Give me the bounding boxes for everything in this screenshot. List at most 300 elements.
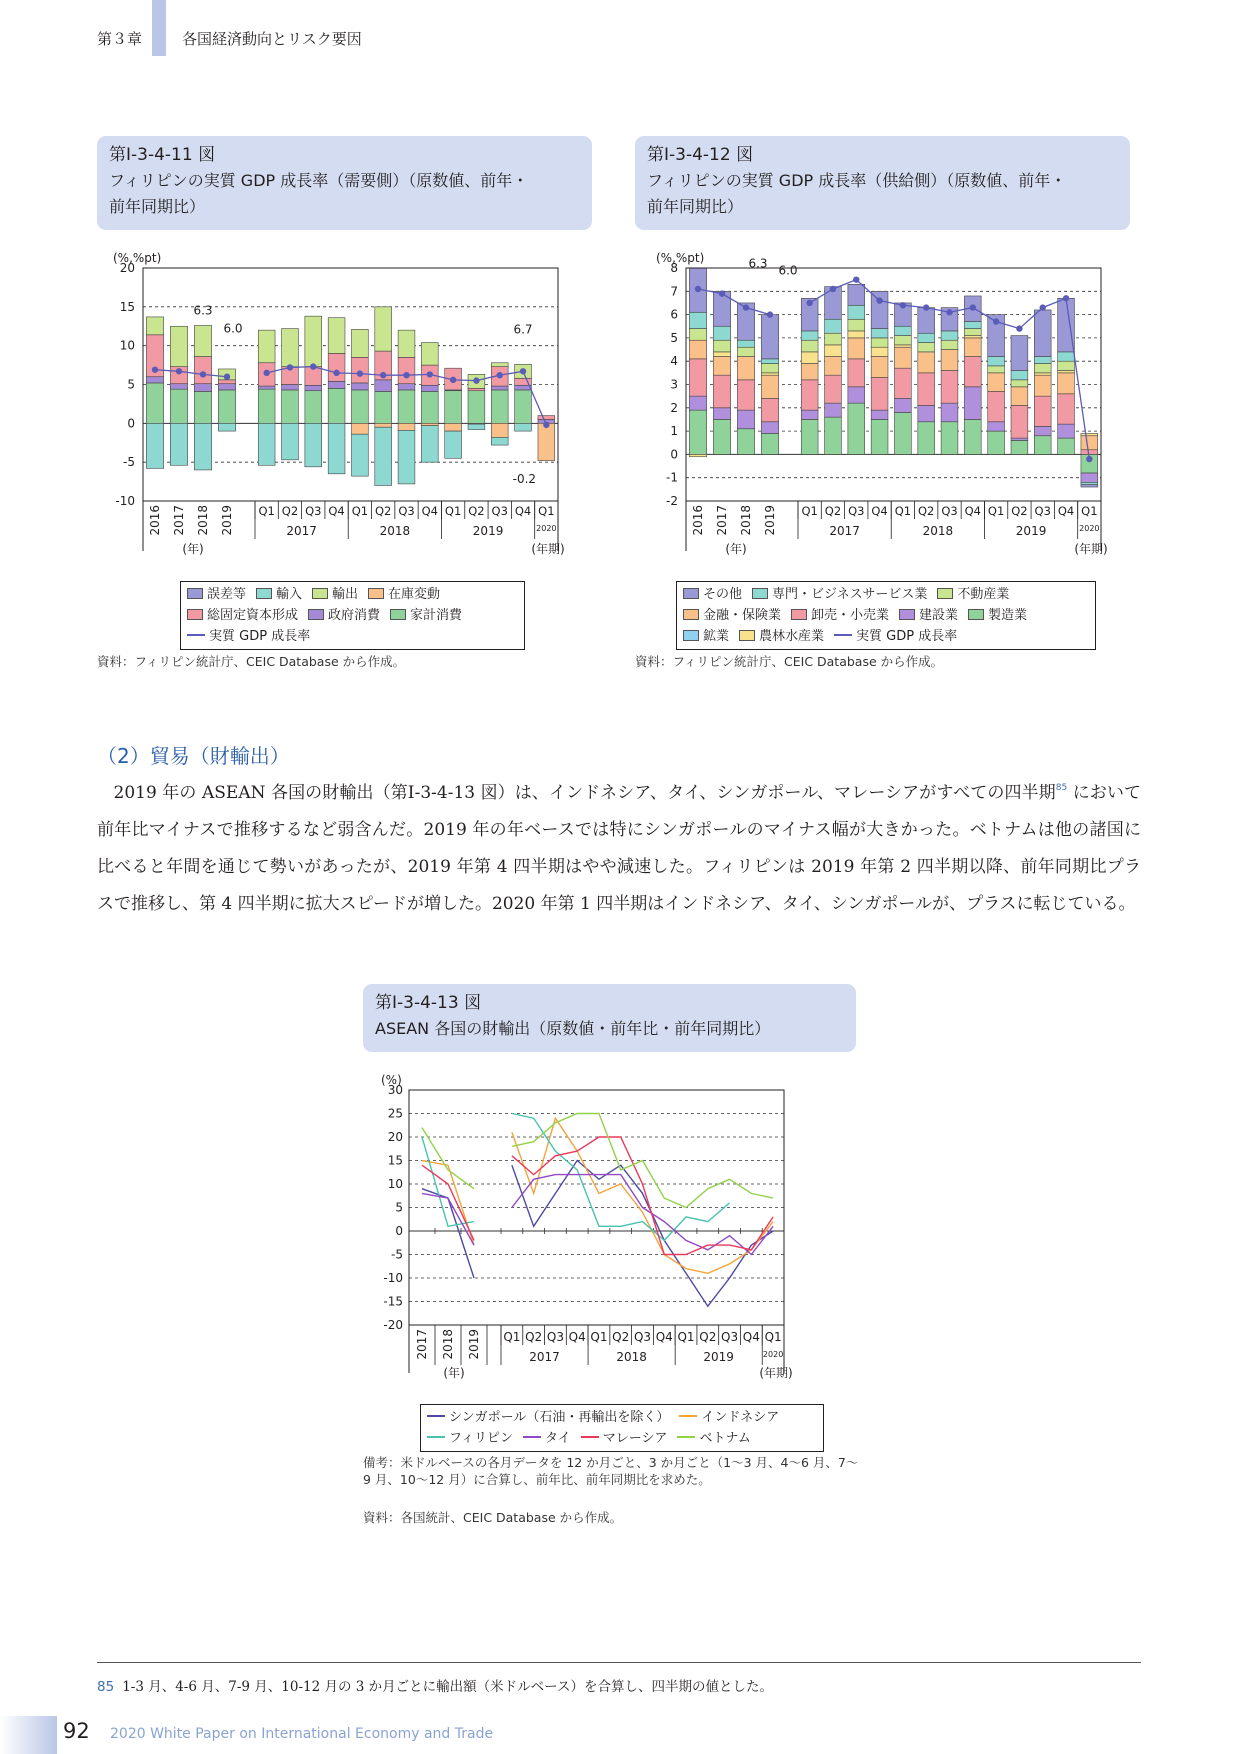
fig12-bar-segment <box>848 359 865 387</box>
legend-label: 鉱業 <box>703 629 730 644</box>
fig12-bar-segment <box>988 366 1005 373</box>
fig12-bar-segment <box>1011 336 1028 371</box>
legend-label: インドネシア <box>701 1410 780 1425</box>
fig12-bar-segment <box>801 364 818 380</box>
fig12-bar-segment <box>1058 438 1075 454</box>
fig11-bar-segment <box>351 357 368 383</box>
fig11-bar-segment <box>194 384 211 392</box>
legend-item <box>683 605 781 626</box>
legend-label: シンガポール（石油・再輸出を除く） <box>449 1410 670 1425</box>
fig12-bar-segment <box>737 380 754 410</box>
fig11-x-tick-label: Q3 <box>305 504 322 518</box>
legend-row <box>427 1407 817 1428</box>
section-body <box>97 770 1141 923</box>
fig11-group-label: 2020 <box>536 524 557 533</box>
fig12-gdp-point <box>806 300 812 306</box>
fig12-y-tick-label: 4 <box>670 354 678 369</box>
fig12-bar-segment <box>1011 440 1028 454</box>
fig11-bar-segment <box>375 423 392 427</box>
legend-swatch <box>752 588 768 599</box>
legend-swatch <box>187 588 203 599</box>
legend-swatch <box>683 588 699 599</box>
fig11-x-tick-label: Q1 <box>538 504 555 518</box>
fig11-bar-segment <box>398 330 415 357</box>
fig11-data-label: 6.0 <box>223 321 243 336</box>
fig11-bar-segment <box>351 423 368 434</box>
fig12-bar-segment <box>848 319 865 331</box>
legend-label: その他 <box>703 587 743 602</box>
fig13-group-label: 2020 <box>762 1350 784 1359</box>
fig11-bar-segment <box>375 380 392 392</box>
legend-label: 在庫変動 <box>388 587 441 602</box>
fig12-bar-segment <box>689 410 706 454</box>
legend-label: 総固定資本形成 <box>207 608 299 623</box>
fig12-bar-segment <box>1034 310 1051 357</box>
fig13-x-tick-label: Q3 <box>546 1330 564 1344</box>
fig12-y-tick-label: 7 <box>670 284 678 299</box>
legend-item <box>937 584 1009 605</box>
fig12-data-label: 6.3 <box>748 256 768 271</box>
fig11-bar-segment <box>515 390 532 423</box>
fig11-group-label: 2019 <box>472 524 504 538</box>
fig12-bar-segment <box>1058 361 1075 370</box>
fig12-y-tick-label: -1 <box>666 470 678 485</box>
fig11-bar-segment <box>258 386 275 389</box>
fig12-bar-segment <box>918 333 935 342</box>
fig12-bar-segment <box>1058 424 1075 438</box>
fig12-bar-segment <box>1081 450 1098 455</box>
fig11-caption <box>97 136 592 230</box>
fig13-number: 第Ⅰ-3-4-13 図 <box>375 993 482 1013</box>
legend-item <box>523 1428 571 1449</box>
legend-item <box>390 605 462 626</box>
publication-title: 2020 White Paper on International Economy and Trade <box>110 1726 494 1742</box>
fig12-bar-segment <box>964 329 981 336</box>
fig12-bar-segment <box>737 429 754 455</box>
header-accent-bar <box>152 0 166 56</box>
fig12-bar-segment <box>689 312 706 328</box>
fig13-axis-right-label: (年期) <box>759 1366 793 1380</box>
fig12-bar-segment <box>1081 482 1098 484</box>
fig11-bar-segment <box>398 423 415 430</box>
fig11-y-axis-label: (%,%pt) <box>113 251 162 265</box>
fig12-bar-segment <box>1011 380 1028 387</box>
fig12-y-tick-label: 2 <box>670 400 678 415</box>
legend-line-swatch <box>427 1436 445 1438</box>
legend-item <box>427 1407 669 1428</box>
fig12-bar-segment <box>1058 371 1075 373</box>
fig12-bar-segment <box>894 347 911 368</box>
fig13-y-tick-label: 15 <box>387 1153 403 1168</box>
fig11-gdp-point <box>200 371 206 377</box>
fig11-bar-segment <box>328 353 345 381</box>
fig12-group-label: 2019 <box>1015 524 1047 538</box>
footnote-divider <box>97 1662 1141 1663</box>
fig12-bar-segment <box>737 357 754 380</box>
fig13-axis-left-label: (年) <box>443 1366 465 1380</box>
fig11-bar-segment <box>375 391 392 423</box>
fig11-bar-segment <box>538 416 555 420</box>
fig12-bar-segment <box>918 308 935 334</box>
fig11-data-label: 6.7 <box>513 322 533 337</box>
fig11-bar-segment <box>194 357 211 384</box>
fig11-bar-segment <box>398 430 415 484</box>
legend-item <box>752 584 927 605</box>
fig12-group-label: 2017 <box>829 524 860 538</box>
fig12-bar-segment <box>918 373 935 406</box>
fig13-x-tick-label: Q2 <box>699 1330 717 1344</box>
fig13-y-tick-label: 10 <box>387 1177 403 1191</box>
fig12-y-tick-label: 8 <box>670 261 678 275</box>
fig11-gdp-point <box>473 377 479 383</box>
fig12-bar-segment <box>848 338 865 359</box>
fig11-gdp-point <box>310 363 316 369</box>
fig12-bar-segment <box>894 412 911 454</box>
fig12-bar-segment <box>801 380 818 410</box>
fig11-bar-segment <box>194 325 211 356</box>
fig12-bar-segment <box>871 357 888 378</box>
fig11-bar-segment <box>170 326 187 366</box>
fig12-gdp-point <box>1016 325 1022 331</box>
fig12-bar-segment <box>825 357 842 376</box>
legend-row <box>187 605 518 626</box>
fig13-group-label: 2019 <box>703 1350 734 1364</box>
fig12-bar-segment <box>894 368 911 398</box>
fig12-y-axis-label: (%,%pt) <box>656 251 705 265</box>
fig13-y-tick-label: -15 <box>383 1294 403 1309</box>
fig13-group-label: 2017 <box>529 1350 560 1364</box>
fig13-x-tick-label: Q4 <box>568 1330 586 1344</box>
fig12-x-tick-label: Q4 <box>1057 504 1075 518</box>
legend-item <box>187 626 310 647</box>
fig12-y-tick-label: 6 <box>670 307 678 322</box>
fig12-x-tick-label: Q4 <box>964 504 981 518</box>
fig11-bar-segment <box>491 423 508 437</box>
legend-swatch <box>791 609 807 620</box>
page-number: 92 <box>63 1719 90 1743</box>
fig13-title: ASEAN 各国の財輸出（原数値・前年比・前年同期比） <box>375 1019 771 1038</box>
fig12-x-tick-label: Q2 <box>824 504 842 518</box>
legend-swatch <box>312 588 328 599</box>
legend-swatch <box>937 588 953 599</box>
legend-label: 建設業 <box>919 608 959 623</box>
fig11-gdp-point <box>333 370 339 376</box>
fig12-bar-segment <box>689 340 706 359</box>
fig11-gdp-point <box>357 370 363 376</box>
fig13-series-line-annual <box>422 1137 474 1226</box>
fig12-bar-segment <box>964 357 981 387</box>
fig11-bar-segment <box>218 423 235 431</box>
footnote-number: 85 <box>97 1679 115 1695</box>
fig12-bar-segment <box>801 352 818 364</box>
fig13-note: 備考：米ドルベースの各月データを 12 か月ごと、3 か月ごと（1〜3 月、4〜6 月、7〜9 月、10〜12 月）に合算し、前年比、前年同期比を求めた。 <box>363 1455 859 1487</box>
fig11-bar-segment <box>218 380 235 384</box>
fig12-y-tick-label: 1 <box>670 424 678 439</box>
fig13-x-tick-label: Q4 <box>742 1330 760 1344</box>
legend-label: 専門・ビジネスサービス業 <box>772 587 928 602</box>
fig12-bar-segment <box>825 403 842 417</box>
legend-label: ベトナム <box>699 1431 751 1446</box>
fig12-bar-segment <box>1058 394 1075 424</box>
fig13-series-line-quarterly <box>512 1137 773 1255</box>
fig12-x-tick-label: Q3 <box>848 504 865 518</box>
footnote-text: 1-3 月、4-6 月、7-9 月、10-12 月の 3 か月ごとに輸出額（米ドルベース）を合算し、四半期の値とした。 <box>122 1679 773 1695</box>
fig11-x-tick-label: Q4 <box>421 504 438 518</box>
fig12-bar-segment <box>713 352 730 357</box>
fig11-gdp-point <box>224 374 230 380</box>
legend-item <box>581 1428 668 1449</box>
fig13-y-tick-label: 25 <box>387 1106 403 1121</box>
fig11-group-label: 2018 <box>379 524 411 538</box>
fig12-bar-segment <box>761 364 778 373</box>
fig11-gdp-point <box>152 367 158 373</box>
fig13-chart <box>365 1060 835 1390</box>
fig11-bar-segment <box>170 389 187 423</box>
legend-item <box>187 605 298 626</box>
fig12-y-tick-label: 3 <box>670 377 678 392</box>
fig13-x-tick-label: Q4 <box>655 1330 673 1344</box>
fig12-chart <box>640 240 1120 570</box>
legend-line-swatch <box>677 1436 695 1438</box>
fig13-y-tick-label: -20 <box>383 1318 403 1332</box>
legend-label: 農林水産業 <box>759 629 825 644</box>
legend-item <box>368 584 440 605</box>
fig13-group-label: 2018 <box>616 1350 647 1364</box>
fig11-gdp-point <box>380 372 386 378</box>
fig12-bar-segment <box>848 305 865 319</box>
footnote-ref[interactable]: 85 <box>1055 783 1068 793</box>
legend-swatch <box>683 609 699 620</box>
fig12-bar-segment <box>964 338 981 357</box>
fig12-bar-segment <box>801 419 818 454</box>
fig12-bar-segment <box>825 333 842 345</box>
legend-label: 製造業 <box>988 608 1028 623</box>
fig12-bar-segment <box>871 410 888 419</box>
legend-swatch <box>308 609 324 620</box>
fig12-gdp-line-annual <box>698 289 770 315</box>
fig12-bar-segment <box>1081 485 1098 487</box>
fig12-bar-segment <box>848 403 865 454</box>
fig12-gdp-point <box>1040 304 1046 310</box>
legend-label: 誤差等 <box>207 587 247 602</box>
fig12-gdp-point <box>876 297 882 303</box>
fig12-bar-segment <box>918 422 935 455</box>
fig12-bar-segment <box>988 431 1005 454</box>
legend-row <box>187 626 518 647</box>
fig12-bar-segment <box>689 454 706 456</box>
fig12-bar-segment <box>894 398 911 412</box>
fig11-gdp-point <box>176 368 182 374</box>
fig13-x-tick-label: Q1 <box>590 1330 608 1344</box>
legend-label: 実質 GDP 成長率 <box>856 629 958 644</box>
fig11-bar-segment <box>146 383 163 423</box>
fig11-x-tick-label: Q2 <box>281 504 299 518</box>
fig11-bar-segment <box>328 423 345 473</box>
fig11-x-tick-label: 2018 <box>196 505 210 536</box>
fig12-bar-segment <box>848 331 865 338</box>
legend-swatch <box>187 609 203 620</box>
legend-item <box>677 1428 750 1449</box>
fig12-number: 第Ⅰ-3-4-12 図 <box>647 145 754 165</box>
fig11-bar-segment <box>258 330 275 363</box>
fig12-bar-segment <box>737 347 754 356</box>
fig11-x-tick-label: 2016 <box>148 505 162 536</box>
fig12-bar-segment <box>918 405 935 421</box>
fig11-bar-segment <box>218 384 235 390</box>
fig12-legend <box>676 581 1096 650</box>
fig12-bar-segment <box>988 373 1005 392</box>
fig12-bar-segment <box>801 340 818 352</box>
fig11-bar-segment <box>218 390 235 423</box>
fig12-bar-segment <box>1058 352 1075 361</box>
fig12-bar-segment <box>713 408 730 420</box>
fig11-bar-segment <box>421 385 438 391</box>
fig12-y-tick-label: -2 <box>666 494 678 508</box>
chapter-label: 第３章 <box>97 30 143 48</box>
fig11-bar-segment <box>282 385 299 390</box>
fig11-bar-segment <box>328 318 345 354</box>
fig12-bar-segment <box>825 319 842 333</box>
fig12-gdp-point <box>1086 456 1092 462</box>
fig12-y-tick-label: 0 <box>670 447 678 462</box>
fig11-bar-segment <box>146 377 163 383</box>
fig12-gdp-point <box>900 302 906 308</box>
fig12-bar-segment <box>1081 433 1098 435</box>
fig12-bar-segment <box>988 422 1005 431</box>
fig12-bar-segment <box>1034 436 1051 455</box>
fig11-bar-segment <box>491 390 508 423</box>
fig11-x-tick-label: Q1 <box>444 504 462 518</box>
fig12-x-tick-label: Q1 <box>1081 504 1098 518</box>
fig13-series-line-annual <box>422 1189 474 1278</box>
fig12-bar-segment <box>964 419 981 454</box>
fig11-number: 第Ⅰ-3-4-11 図 <box>109 145 216 165</box>
fig12-bar-segment <box>1011 405 1028 438</box>
legend-line-swatch <box>523 1436 541 1438</box>
fig12-x-tick-label: 2016 <box>691 505 705 536</box>
fig12-bar-segment <box>988 391 1005 421</box>
fig11-y-tick-label: 0 <box>127 416 135 431</box>
fig11-bar-segment <box>328 381 345 388</box>
fig12-bar-segment <box>1034 375 1051 396</box>
legend-row <box>683 626 1089 647</box>
fig11-x-tick-label: Q3 <box>398 504 415 518</box>
fig11-x-tick-label: Q3 <box>491 504 508 518</box>
fig12-x-tick-label: Q1 <box>894 504 912 518</box>
fig11-bar-segment <box>398 390 415 423</box>
fig12-bar-segment <box>825 417 842 454</box>
fig12-x-tick-label: Q3 <box>1034 504 1051 518</box>
fig13-x-tick-label: Q3 <box>633 1330 652 1344</box>
legend-row <box>683 605 1089 626</box>
fig12-bar-segment <box>894 336 911 345</box>
fig12-axis-right-label: (年期) <box>1074 542 1108 556</box>
fig12-bar-segment <box>825 375 842 403</box>
legend-label: マレーシア <box>602 1431 668 1446</box>
section-body-b: において前年比マイナスで推移するなど弱含んだ。2019 年の年ベースでは特にシンガポールのマイナス幅が大きかった。ベトナムは他の諸国に比べると年間を通じて勢いがあったが、2019 年第 4 四半期はやや減速した。フィリピンは 2019 年第 2 四半期以降、前年同期比プラスで推移し、第 4 四半期に拡大スピードが増した。2020 年第 1 四半期はインドネシア、タイ、シンガポールが、プラスに転じている。 <box>97 783 1142 914</box>
fig12-bar-segment <box>761 422 778 434</box>
fig11-source: 資料：フィリピン統計庁、CEIC Database から作成。 <box>97 654 406 669</box>
fig11-bar-segment <box>305 385 322 390</box>
fig12-gdp-point <box>830 286 836 292</box>
fig12-bar-segment <box>713 340 730 352</box>
fig11-title-line2: 前年同期比） <box>109 197 206 216</box>
fig12-bar-segment <box>761 375 778 398</box>
legend-swatch <box>256 588 272 599</box>
legend-swatch <box>899 609 915 620</box>
fig11-bar-segment <box>170 384 187 389</box>
legend-item <box>968 605 1027 626</box>
fig11-gdp-point <box>543 422 549 428</box>
fig11-bar-segment <box>282 390 299 423</box>
fig12-bar-segment <box>1011 438 1028 440</box>
fig11-gdp-point <box>450 377 456 383</box>
fig12-bar-segment <box>871 291 888 328</box>
fig12-bar-segment <box>761 433 778 454</box>
fig12-x-tick-label: Q3 <box>941 504 958 518</box>
fig11-bar-segment <box>351 434 368 476</box>
fig12-axis-left-label: (年) <box>725 542 747 556</box>
chapter-title: 各国経済動向とリスク要因 <box>182 30 362 48</box>
fig11-data-label: 6.3 <box>193 303 213 318</box>
fig11-bar-segment <box>170 423 187 465</box>
fig13-series-line-annual <box>422 1165 474 1240</box>
fig12-bar-segment <box>871 419 888 454</box>
fig11-bar-segment <box>328 388 345 423</box>
fig12-source: 資料：フィリピン統計庁、CEIC Database から作成。 <box>635 654 944 669</box>
fig11-x-tick-label: Q1 <box>351 504 369 518</box>
fig12-gdp-point <box>923 304 929 310</box>
fig12-bar-segment <box>761 315 778 359</box>
legend-line-swatch <box>187 634 205 636</box>
fig11-x-tick-label: Q1 <box>258 504 275 518</box>
fig11-bar-segment <box>258 389 275 423</box>
fig13-x-tick-label: Q1 <box>503 1330 521 1344</box>
fig12-bar-segment <box>1034 426 1051 435</box>
fig13-source: 資料：各国統計、CEIC Database から作成。 <box>363 1510 623 1525</box>
fig12-bar-segment <box>689 329 706 341</box>
section-heading: （2）貿易（財輸出） <box>97 744 290 768</box>
fig11-group-label: 2017 <box>286 524 317 538</box>
legend-item <box>899 605 958 626</box>
page-number-accent <box>0 1716 57 1754</box>
fig12-gdp-point <box>743 304 749 310</box>
fig11-bar-segment <box>421 391 438 423</box>
fig12-bar-segment <box>737 340 754 347</box>
fig12-bar-segment <box>761 373 778 375</box>
fig12-bar-segment <box>918 352 935 373</box>
fig11-bar-segment <box>305 316 322 366</box>
fig11-y-tick-label: 20 <box>119 261 135 275</box>
fig11-y-tick-label: 10 <box>119 338 135 353</box>
fig12-x-tick-label: Q4 <box>871 504 888 518</box>
fig13-y-axis-label: (%) <box>381 1073 402 1087</box>
fig12-bar-segment <box>918 343 935 352</box>
fig11-x-tick-label: 2017 <box>172 505 186 536</box>
fig12-bar-segment <box>941 403 958 422</box>
fig11-bar-segment <box>282 329 299 367</box>
fig11-data-label: -0.2 <box>512 471 537 486</box>
fig11-bar-segment <box>146 423 163 468</box>
fig12-bar-segment <box>1034 373 1051 375</box>
fig11-bar-segment <box>305 391 322 424</box>
fig12-bar-segment <box>988 357 1005 366</box>
fig12-bar-segment <box>964 322 981 329</box>
fig11-bar-segment <box>468 388 485 390</box>
fig12-bar-segment <box>894 345 911 347</box>
fig11-bar-segment <box>491 437 508 445</box>
fig11-bar-segment <box>351 390 368 423</box>
